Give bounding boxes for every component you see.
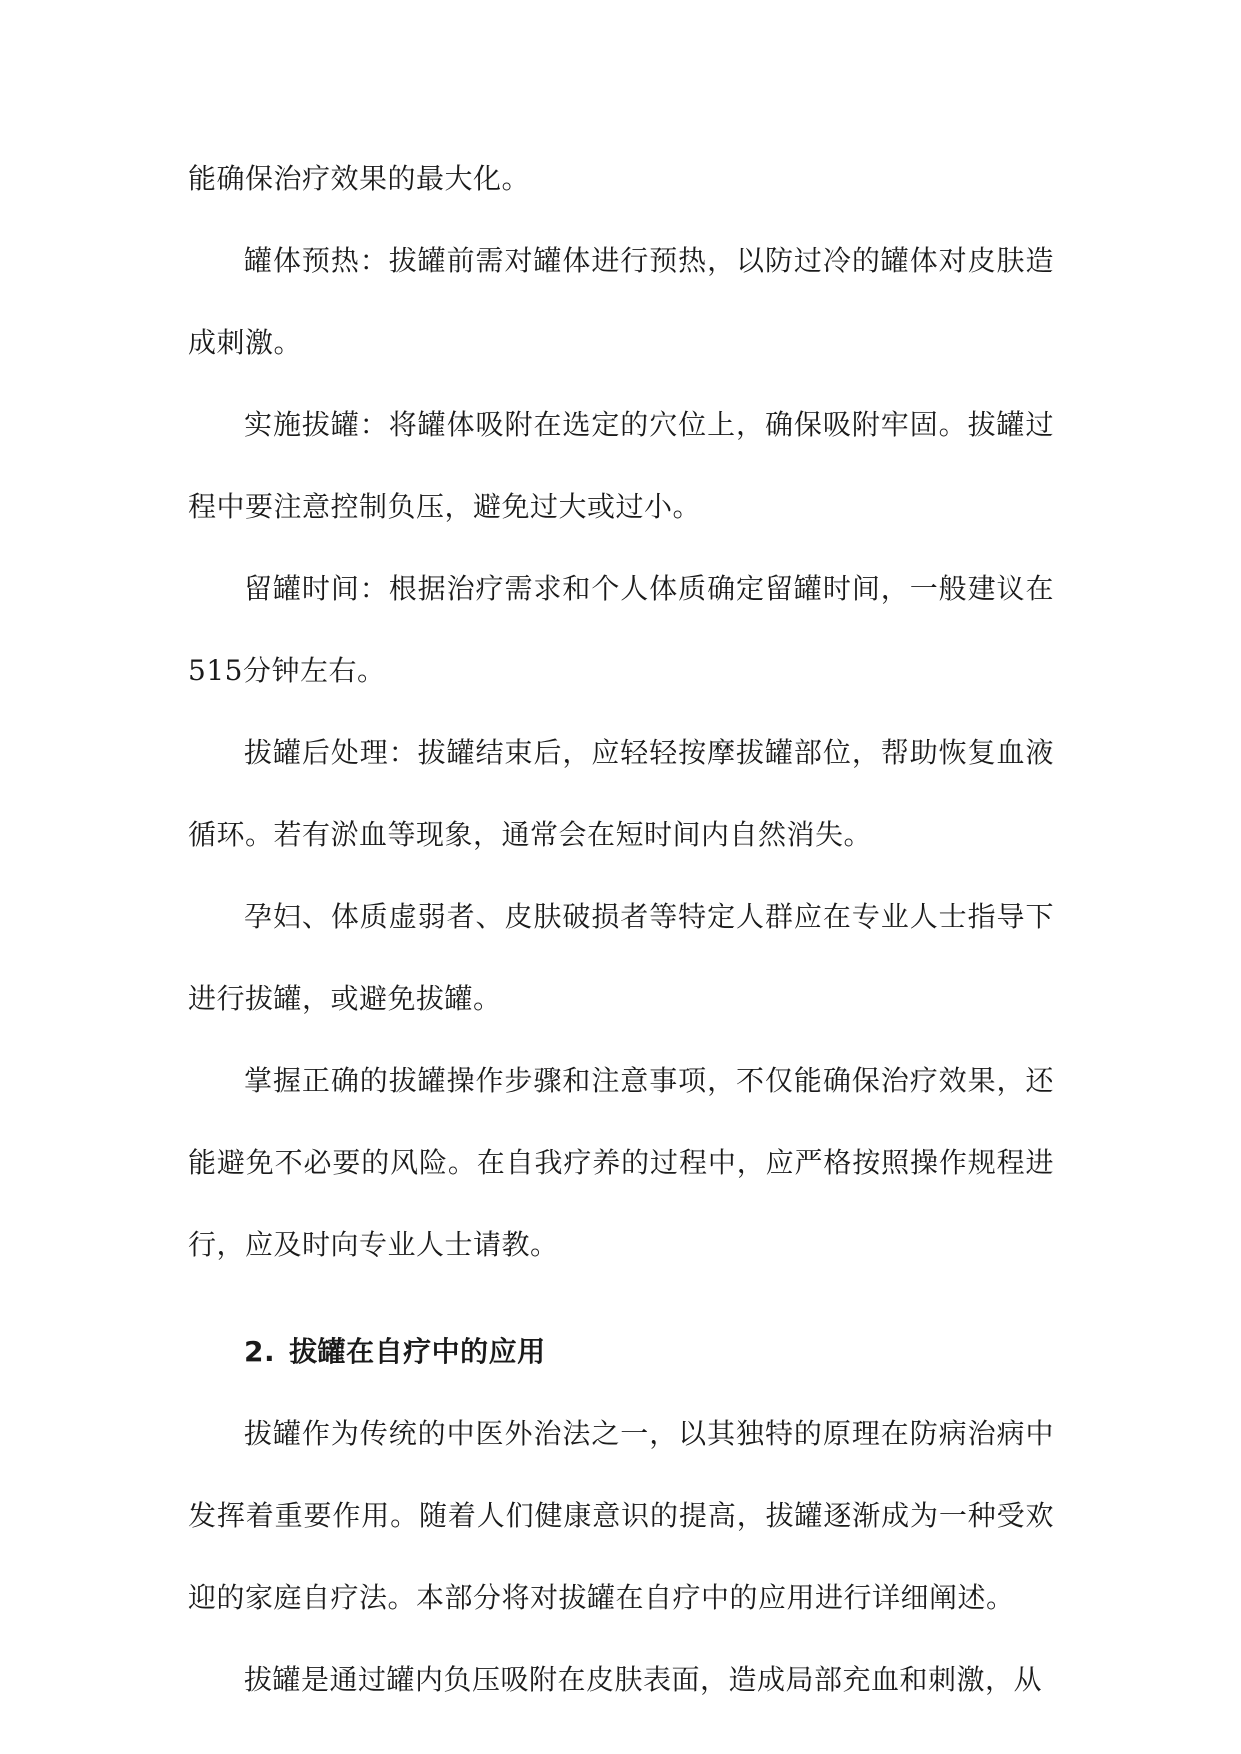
document-body bbox=[188, 138, 1054, 1721]
paragraph: 拔罐是通过罐内负压吸附在皮肤表面，造成局部充血和刺激，从 bbox=[244, 1663, 1043, 1696]
section-title: 拔罐在自疗中的应用 bbox=[289, 1335, 546, 1368]
section-number: 2. bbox=[244, 1335, 276, 1368]
paragraph: 罐体预热：拔罐前需对罐体进行预热，以防过冷的罐体对皮肤造成刺激。 bbox=[188, 244, 1054, 359]
paragraph: 留罐时间：根据治疗需求和个人体质确定留罐时间，一般建议在515分钟左右。 bbox=[188, 572, 1054, 687]
paragraph: 拔罐后处理：拔罐结束后，应轻轻按摩拔罐部位，帮助恢复血液循环。若有淤血等现象，通常会在短时间内自然消失。 bbox=[188, 736, 1054, 851]
section-heading bbox=[188, 1311, 1054, 1393]
paragraph: 拔罐作为传统的中医外治法之一，以其独特的原理在防病治病中发挥着重要作用。随着人们健康意识的提高，拔罐逐渐成为一种受欢迎的家庭自疗法。本部分将对拔罐在自疗中的应用进行详细阐述。 bbox=[188, 1417, 1054, 1614]
paragraph: 能确保治疗效果的最大化。 bbox=[188, 162, 531, 195]
paragraph: 孕妇、体质虚弱者、皮肤破损者等特定人群应在专业人士指导下进行拔罐，或避免拔罐。 bbox=[188, 900, 1054, 1015]
paragraph: 实施拔罐：将罐体吸附在选定的穴位上，确保吸附牢固。拔罐过程中要注意控制负压，避免过大或过小。 bbox=[188, 408, 1054, 523]
paragraph: 掌握正确的拔罐操作步骤和注意事项，不仅能确保治疗效果，还能避免不必要的风险。在自我疗养的过程中，应严格按照操作规程进行，应及时向专业人士请教。 bbox=[188, 1064, 1054, 1261]
